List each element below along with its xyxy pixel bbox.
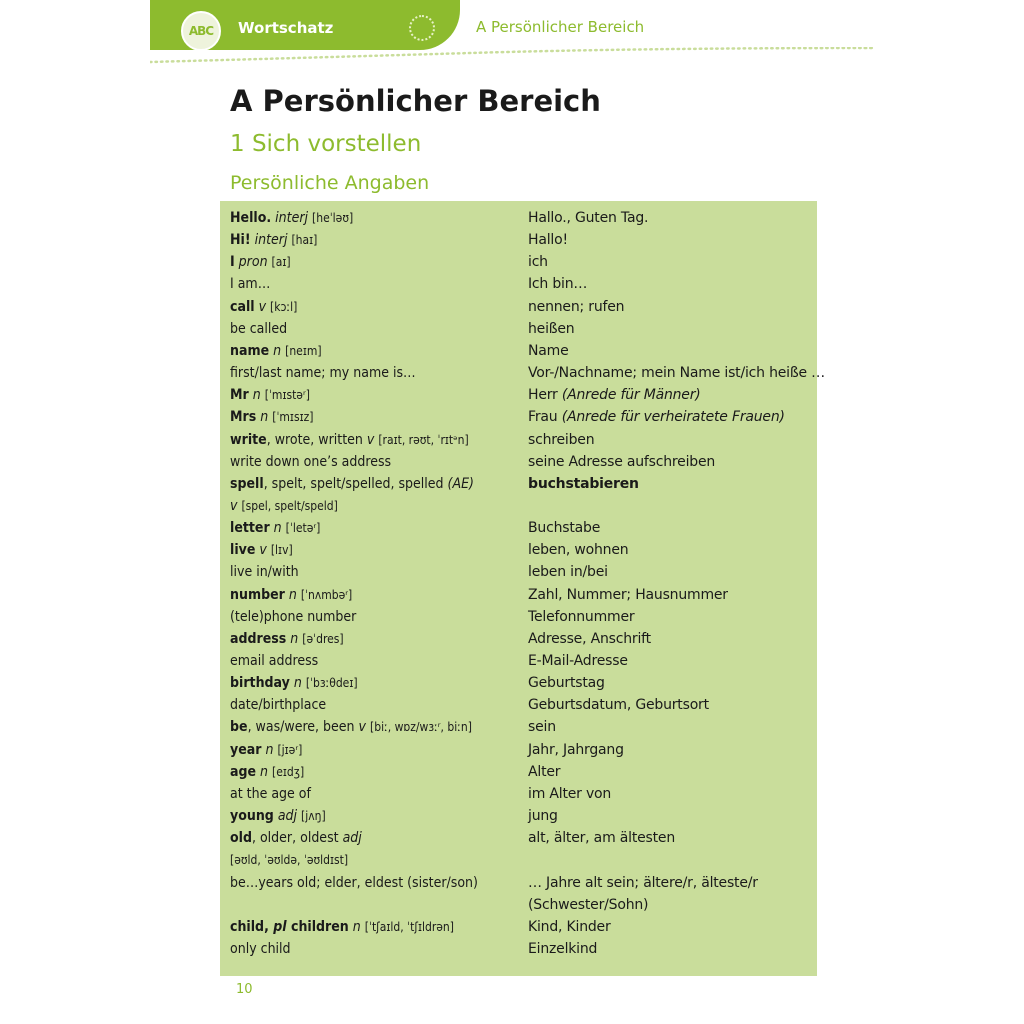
vocab-row — [220, 384, 817, 406]
german-translation: Hallo., Guten Tag. — [528, 210, 649, 226]
german-translation: jung — [528, 808, 558, 825]
english-term: Hi! interj [haɪ] — [230, 232, 318, 249]
vocab-row — [220, 872, 817, 894]
english-term: write, wrote, written v [raɪt, rəʊt, ˈrɪtᵊn] — [230, 431, 469, 448]
vocab-row — [220, 451, 817, 473]
vocab-row — [220, 650, 817, 672]
vocab-row — [220, 539, 817, 561]
english-term: I am… — [230, 276, 271, 293]
english-term: live in/with — [230, 564, 299, 581]
vocabulary-box — [220, 201, 825, 976]
chapter-heading: 1 Sich vorstellen — [230, 131, 422, 157]
vocab-row — [220, 296, 817, 318]
german-translation: leben, wohnen — [528, 542, 629, 559]
german-translation: leben in/bei — [528, 564, 608, 581]
vocab-row — [220, 473, 817, 495]
vocab-row — [220, 340, 817, 362]
german-translation: Geburtsdatum, Geburtsort — [528, 697, 709, 714]
english-term: address n [əˈdres] — [230, 630, 344, 647]
german-translation: Einzelkind — [528, 940, 598, 957]
german-translation: Frau (Anrede für verheiratete Frauen) — [528, 409, 785, 426]
vocab-row — [220, 318, 817, 340]
english-term: birthday n [ˈbɜːθdeɪ] — [230, 675, 358, 692]
english-term: old, older, oldest adj — [230, 830, 362, 847]
vocab-row — [220, 783, 817, 805]
english-term: live v [lɪv] — [230, 542, 293, 559]
vocab-row — [220, 827, 817, 849]
german-translation: alt, älter, am ältesten — [528, 830, 675, 847]
vocab-row — [220, 805, 817, 827]
vocab-row — [220, 606, 817, 628]
english-term: name n [neɪm] — [230, 342, 322, 359]
vocab-row — [220, 938, 817, 960]
section-label: Wortschatz — [238, 19, 334, 37]
vocab-row — [220, 561, 817, 583]
english-term: Hello. interj [heˈləʊ] — [230, 210, 354, 226]
subsection-heading: Persönliche Angaben — [230, 172, 430, 194]
english-term: only child — [230, 940, 291, 957]
german-translation: sein — [528, 719, 556, 736]
vocab-row — [220, 406, 817, 428]
vocab-row — [220, 761, 817, 783]
english-term: Mr n [ˈmɪstəʳ] — [230, 387, 310, 404]
english-term: (tele)phone number — [230, 608, 357, 625]
german-translation: (Schwester/Sohn) — [528, 896, 649, 913]
vocab-row — [220, 849, 817, 871]
english-term: age n [eɪdʒ] — [230, 763, 305, 780]
german-translation: ich — [528, 254, 548, 271]
german-translation: Buchstabe — [528, 520, 601, 537]
vocab-row — [220, 517, 817, 539]
english-term: letter n [ˈletəʳ] — [230, 520, 321, 537]
english-term: [əʊld, ˈəʊldə, ˈəʊldɪst] — [230, 853, 349, 868]
german-translation: Adresse, Anschrift — [528, 630, 651, 647]
english-term: email address — [230, 653, 319, 669]
english-term: year n [jɪəʳ] — [230, 741, 303, 758]
english-term: first/last name; my name is… — [230, 365, 416, 382]
english-term: call v [kɔːl] — [230, 298, 298, 315]
german-translation: Telefonnummer — [528, 608, 635, 625]
page-title: A Persönlicher Bereich — [230, 84, 601, 118]
german-translation: Ich bin… — [528, 276, 588, 293]
english-term: date/birthplace — [230, 697, 327, 714]
german-translation: heißen — [528, 320, 575, 337]
english-term: spell, spelt, spelt/spelled, spelled (AE) — [230, 475, 474, 492]
english-term: be…years old; elder, eldest (sister/son) — [230, 874, 478, 891]
german-translation: nennen; rufen — [528, 298, 625, 315]
german-translation: schreiben — [528, 431, 595, 448]
english-term: young adj [jʌŋ] — [230, 808, 326, 825]
english-term: number n [ˈnʌmbəʳ] — [230, 586, 353, 603]
english-term: write down one’s address — [230, 453, 392, 470]
english-term: I pron [aɪ] — [230, 254, 291, 271]
vocab-row — [220, 273, 817, 295]
vocab-row — [220, 672, 817, 694]
vocab-row — [220, 694, 817, 716]
vocab-row — [220, 429, 817, 451]
dotted-rule — [150, 47, 874, 67]
german-translation: Kind, Kinder — [528, 918, 611, 935]
english-term: be, was/were, been v [biː, wɒz/wɜːʳ, biːn] — [230, 719, 472, 736]
german-translation: E-Mail-Adresse — [528, 653, 628, 669]
german-translation: Jahr, Jahrgang — [528, 741, 624, 758]
german-translation: seine Adresse aufschreiben — [528, 453, 716, 470]
page-number: 10 — [236, 982, 253, 997]
vocab-row — [220, 584, 817, 606]
english-term: at the age of — [230, 785, 311, 802]
vocab-row — [220, 362, 825, 384]
german-translation: Herr (Anrede für Männer) — [528, 387, 701, 404]
english-term: child, pl children n [ˈtʃaɪld, ˈtʃɪldrən] — [230, 918, 454, 935]
german-translation: Vor-/Nachname; mein Name ist/ich heiße … — [528, 365, 825, 382]
vocab-row — [220, 916, 817, 938]
dotted-circle-icon — [409, 15, 435, 41]
german-translation: Hallo! — [528, 232, 568, 249]
english-term: Mrs n [ˈmɪsɪz] — [230, 409, 314, 426]
vocab-row — [220, 628, 817, 650]
vocab-row — [220, 894, 817, 916]
german-translation: buchstabieren — [528, 475, 639, 492]
english-term: be called — [230, 320, 288, 337]
running-title: A Persönlicher Bereich — [476, 18, 645, 36]
german-translation: Alter — [528, 763, 561, 780]
abc-badge-icon: ABC — [181, 11, 221, 51]
german-translation: im Alter von — [528, 785, 612, 802]
vocab-row — [220, 716, 817, 738]
vocab-row — [220, 495, 817, 517]
german-translation: Zahl, Nummer; Hausnummer — [528, 586, 728, 603]
english-term: v [spel, spelt/speld] — [230, 497, 338, 514]
vocab-row — [220, 251, 817, 273]
vocab-row — [220, 229, 817, 251]
vocab-row — [220, 739, 817, 761]
german-translation: Name — [528, 342, 569, 359]
german-translation: … Jahre alt sein; ältere/r, älteste/r — [528, 874, 758, 891]
german-translation: Geburtstag — [528, 675, 605, 692]
vocab-row — [220, 207, 817, 229]
